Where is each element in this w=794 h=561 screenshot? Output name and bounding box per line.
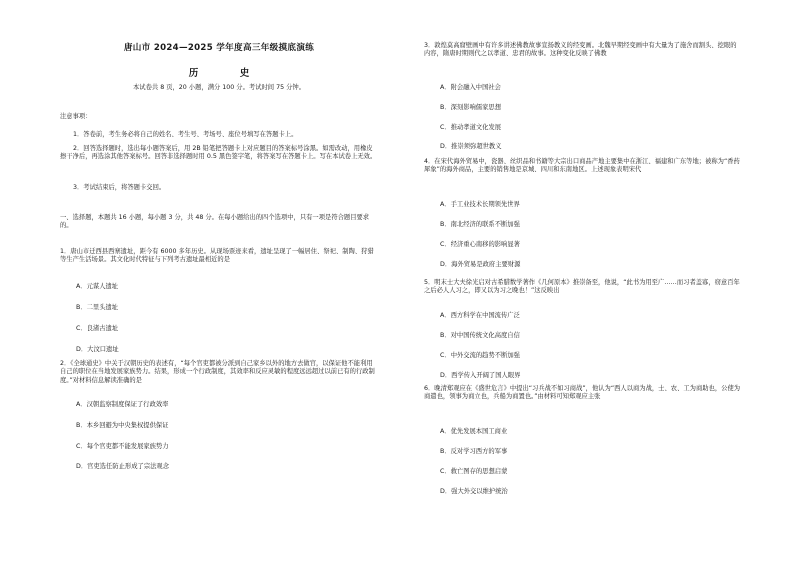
question-stem: 4．在宋代海外贸易中，瓷器、丝织品和书籍等大宗出口商品产地主要集中在浙江、福建和广东等地；被称为“香药犀象”的海外商品，主要的销售地是京城、四川和东南地区。上述现象表明宋代 — [424, 158, 740, 174]
question-option: D．大汶口遗址 — [76, 346, 119, 353]
question-option: A．附会融入中国社会 — [440, 84, 501, 91]
question-option: A．西方科学在中国流传广泛 — [440, 312, 520, 319]
question-option: C．中外交流的趋势不断加强 — [440, 352, 520, 359]
question-stem: 2．《全球通史》中关于汉朝历史的表述有，“每个官吏都被分派到自己家乡以外的地方去做官，以保证他不能利用自己的职位在当地发展家族势力。结果，形成一个行政制度，其效率和反应灵敏的程度远远超过以前已有的行政制度。”对材料信息解读准确的是 — [60, 360, 375, 384]
question-option: C．每个官吏都不能发展家族势力 — [76, 443, 169, 450]
notice-item: 3．考试结束后，将答题卡交回。 — [73, 184, 166, 191]
question-stem: 6．晚清郑观应在《盛世危言》中提出“习兵战不如习商战”，他认为“西人以商为战，士、农、工为商助也，公使为商遣也，领事为商立也，兵船为商置也。”由材料可知郑观应主张 — [424, 385, 741, 401]
exam-title: 唐山市 2024—2025 学年度高三年级摸底演练 — [123, 43, 315, 53]
question-option: A．手工业技术长期领先世界 — [440, 201, 520, 208]
question-option: B．二里头遗址 — [76, 304, 119, 311]
question-option: C．推动孝道文化发展 — [440, 124, 502, 131]
question-option: B．本乡回避为中央集权提供保证 — [76, 422, 169, 429]
question-option: A．元谋人遗址 — [76, 283, 119, 290]
notice-item: 1．答卷前，考生务必将自己的姓名、考生号、考场号、座位号填写在答题卡上。 — [73, 131, 298, 138]
question-option: D．海外贸易是政府主要财源 — [440, 261, 521, 268]
question-option: B．南北经济的联系不断加强 — [440, 221, 520, 228]
question-option: A．优先发展本国工商业 — [440, 428, 508, 435]
exam-intro: 本试卷共 8 页，20 小题，满分 100 分。考试时间 75 分钟。 — [133, 84, 305, 91]
question-option: D．西学传入开阔了国人眼界 — [440, 372, 521, 379]
notice-item: 2．回答选择题时，选出每小题答案后，用 2B 铅笔把答题卡上对应题目的答案标号涂黑。如需改动，用橡皮擦干净后，再选涂其他答案标号。回答非选择题时用 0.5 黑色签字笔，将答案写在答题卡上。写在本试卷上无效。 — [60, 145, 377, 161]
question-stem: 5．明末士大夫徐光启对古希腊数学著作《几何原本》推崇备至，他说，“此书为用至广……而习者盖寡，窃意百年之后必人人习之，即又以为习之晚也！”这反映出 — [424, 279, 740, 295]
question-stem: 3．敦煌莫高窟壁画中有许多讲述佛教故事宣扬教义的经变画。北魏早期经变画中有大量为了施舍而割头、挖眼的内容，隋唐时期则代之以孝道、忠君的故事。这种变化反映了佛教 — [424, 42, 737, 58]
question-option: A．汉朝监察制度保证了行政效率 — [76, 401, 169, 408]
question-option: D．强大外交以维护统治 — [440, 488, 508, 495]
question-option: C．经济重心南移的影响显著 — [440, 241, 520, 248]
question-option: C．良渚古遗址 — [76, 325, 119, 332]
question-option: C．救亡图存的思想启蒙 — [440, 468, 508, 475]
notice-heading: 注意事项： — [60, 113, 92, 120]
section-heading: 一、选择题，本题共 16 小题，每小题 3 分，共 48 分。在每小题给出的四个选项中，只有一项是符合题目要求的。 — [60, 214, 370, 230]
question-option: B．反对学习西方的军事 — [440, 448, 508, 455]
question-stem: 1．唐山市迁西县西寨遗址，距今有 6000 多年历史。从现场票迹来看，遗址呈现了一幅居住、祭祀、制陶、狩猎等生产生活场景。其文化时代特征与下列考古遗址最相近的是 — [60, 248, 374, 264]
question-option: D．官吏选任防止形成了宗法观念 — [76, 463, 170, 470]
question-option: D．推崇须弥超世教义 — [440, 143, 502, 150]
question-option: B．深刻影响儒家思想 — [440, 104, 501, 111]
question-option: B．对中国传统文化高度自信 — [440, 332, 520, 339]
subject-title: 历 史 — [188, 68, 266, 79]
